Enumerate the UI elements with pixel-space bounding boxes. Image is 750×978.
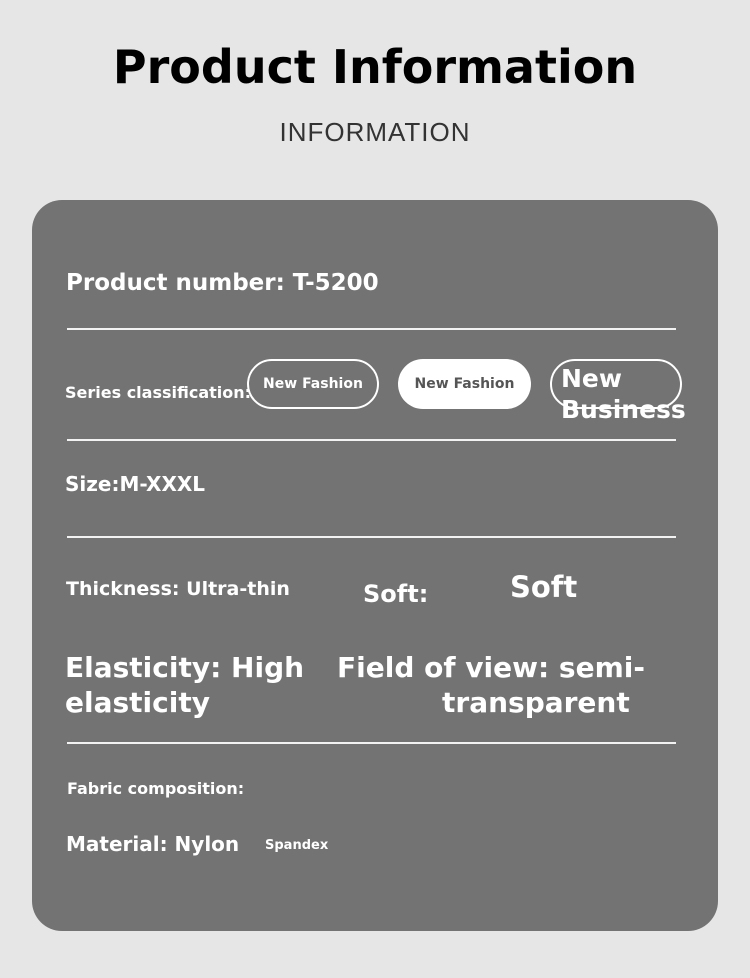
page-subtitle: INFORMATION	[279, 117, 471, 147]
material-spandex: Spandex	[265, 838, 329, 853]
page-title: Product Information	[112, 40, 638, 94]
divider	[67, 439, 676, 441]
divider	[67, 536, 676, 538]
product-number: Product number: T-5200	[66, 270, 379, 296]
series-option-label-line2: Business	[561, 395, 686, 424]
fabric-composition-label: Fabric composition:	[67, 779, 245, 798]
soft-label: Soft:	[363, 580, 429, 608]
series-option-label-line1: New	[561, 364, 622, 393]
material: Material: Nylon	[66, 832, 240, 856]
series-option-label: New Fashion	[263, 376, 363, 392]
thickness: Thickness: Ultra-thin	[66, 578, 290, 600]
series-option-label: New Fashion	[414, 376, 515, 392]
series-option-new-fashion-1[interactable]	[247, 359, 379, 409]
series-option-new-business[interactable]	[550, 359, 686, 424]
divider	[67, 742, 676, 744]
product-info-card	[32, 200, 718, 931]
size: Size:M-XXXL	[65, 472, 206, 496]
elasticity-line2: elasticity	[65, 686, 210, 719]
elasticity-line1: Elasticity: High	[65, 651, 305, 684]
field-of-view-line2: transparent	[442, 686, 630, 719]
soft-value: Soft	[510, 570, 578, 604]
series-option-new-fashion-2[interactable]	[398, 359, 531, 409]
series-classification-label: Series classification:	[65, 383, 252, 402]
field-of-view-line1: Field of view: semi-	[337, 651, 645, 684]
divider	[67, 328, 676, 330]
